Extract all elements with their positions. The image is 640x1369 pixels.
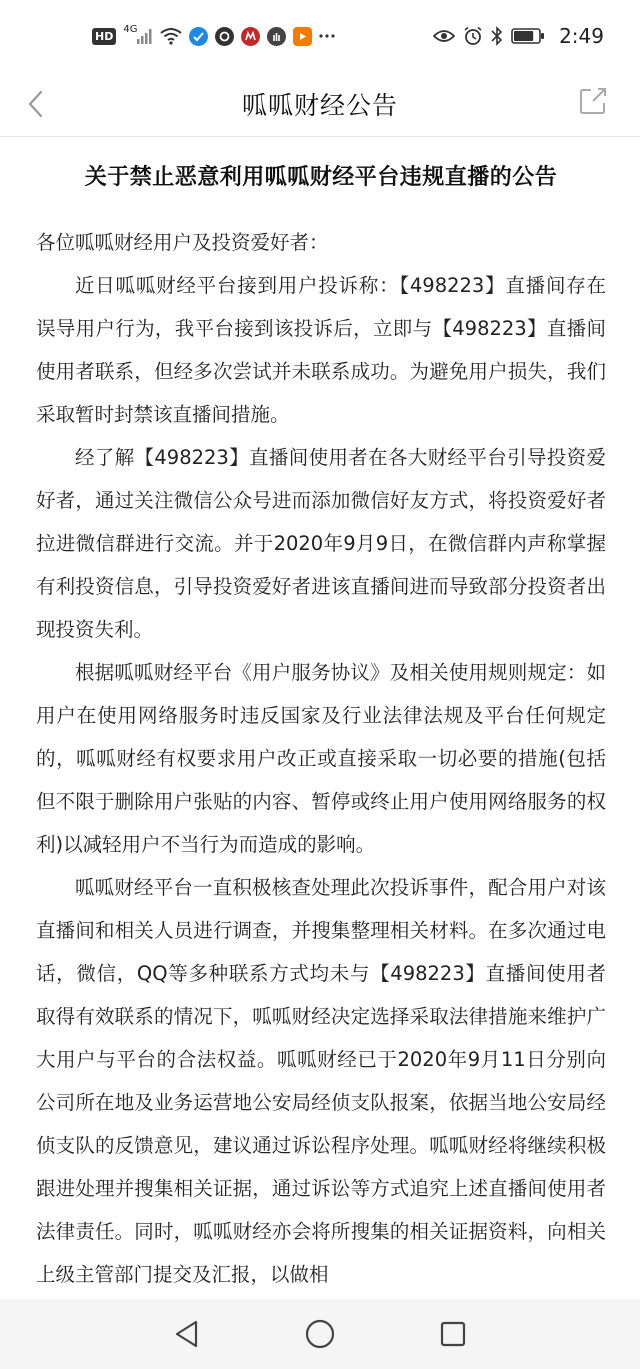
bluetooth-icon [491,26,503,46]
share-icon[interactable] [578,86,608,120]
more-dots-icon [319,33,335,39]
status-bar [0,0,640,72]
signal-icon [123,24,153,44]
back-triangle-icon[interactable] [167,1314,207,1354]
page-title: 呱呱财经公告 [241,91,398,120]
recents-square-icon[interactable] [433,1314,473,1354]
chevron-left-icon[interactable] [22,86,50,126]
battery-icon [511,27,545,45]
status-bar-left [0,24,335,46]
article-paragraph: 近日呱呱财经平台接到用户投诉称：【498223】直播间存在误导用户行为，我平台接到该投诉后，立即与【498223】直播间使用者联系，但经多次尝试并未联系成功。为避免用户损失，我们采取暂时封禁该直播间措施。 [36,274,606,426]
app-icon-dark [215,27,234,46]
app-icon-red [241,27,260,46]
app-icon-video [293,27,312,46]
article-title: 关于禁止恶意利用呱呱财经平台违规直播的公告 [84,165,558,190]
article-greeting: 各位呱呱财经用户及投资爱好者： [36,231,329,254]
article-paragraph: 呱呱财经平台一直积极核查处理此次投诉事件，配合用户对该直播间和相关人员进行调查，并搜集整理相关材料。在多次通过电话，微信，QQ等多种联系方式均未与【498223】直播间使用者取得有效联系的情况下，呱呱财经决定选择采取法律措施来维护广大用户与平台的合法权益。呱呱财经已于2020年9月11日分别向公司所在地及业务运营地公安局经侦支队报案，依据当地公安局经侦支队的反馈意见，建议通过诉讼程序处理。呱呱财经将继续积极跟进处理并搜集相关证据，通过诉讼等方式追究上述直播间使用者法律责任。同时，呱呱财经亦会将所搜集的相关证据资料，向相关上级主管部门提交及汇报，以做相 [36,876,606,1286]
system-nav-bar [0,1299,640,1369]
home-circle-icon[interactable] [300,1314,340,1354]
article-paragraph: 根据呱呱财经平台《用户服务协议》及相关使用规则规定：如用户在使用网络服务时违反国家及行业法律法规及平台任何规定的，呱呱财经有权要求用户改正或直接采取一切必要的措施(包括但不限于删除用户张贴的内容、暂停或终止用户使用网络服务的权利)以减轻用户不当行为而造成的影响。 [36,661,606,856]
wifi-icon [160,27,182,45]
status-bar-right [433,24,640,48]
top-nav-bar [0,72,640,137]
alarm-icon [463,26,483,46]
article-content [36,150,606,1300]
hd-badge: HD [92,28,116,45]
app-icon-blue [189,27,208,46]
app-icon-hand [267,27,286,46]
article-paragraph: 经了解【498223】直播间使用者在各大财经平台引导投资爱好者，通过关注微信公众号进而添加微信好友方式，将投资爱好者拉进微信群进行交流。并于2020年9月9日，在微信群内声称掌握有利投资信息，引导投资爱好者进该直播间进而导致部分投资者出现投资失利。 [36,446,606,641]
eye-icon [433,28,455,44]
network-type-label: 4G [123,24,138,35]
status-time: 2:49 [559,24,604,48]
